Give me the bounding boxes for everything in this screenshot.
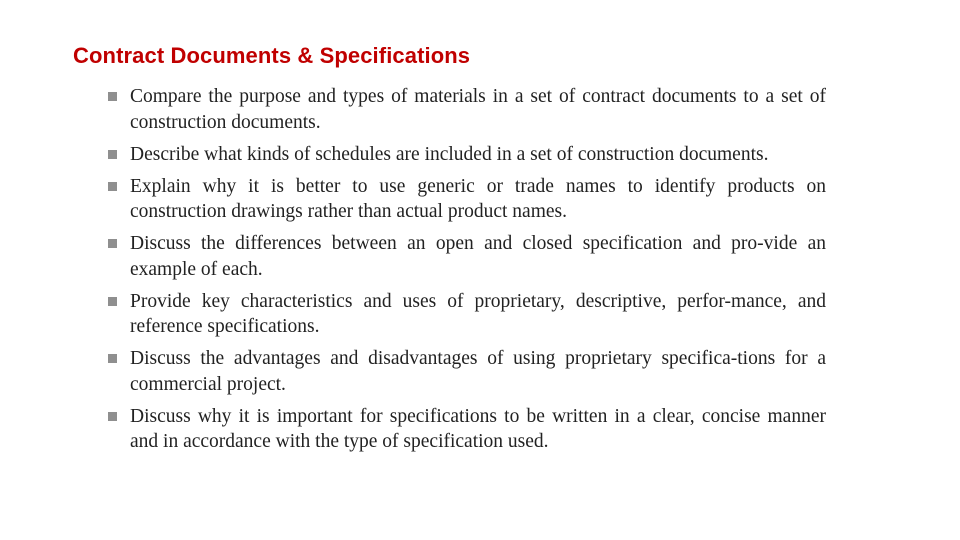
bullet-text: Discuss the differences between an open and closed specification and pro-vide an example of each. bbox=[130, 233, 826, 280]
bullet-text: Provide key characteristics and uses of proprietary, descriptive, perfor-mance, and reference specifications. bbox=[130, 290, 826, 337]
square-bullet-icon bbox=[108, 297, 117, 306]
bullet-text: Discuss why it is important for specifications to be written in a clear, concise manner and in accordance with the type of specification used. bbox=[130, 405, 826, 452]
square-bullet-icon bbox=[108, 412, 117, 421]
bullet-text: Explain why it is better to use generic or trade names to identify products on construction drawings rather than actual product names. bbox=[130, 175, 826, 222]
square-bullet-icon bbox=[108, 92, 117, 101]
slide-title: Contract Documents & Specifications bbox=[73, 43, 471, 68]
bullet-list bbox=[106, 84, 826, 461]
square-bullet-icon bbox=[108, 239, 117, 248]
bullet-item bbox=[106, 84, 826, 135]
square-bullet-icon bbox=[108, 354, 117, 363]
bullet-text: Describe what kinds of schedules are included in a set of construction documents. bbox=[130, 143, 769, 165]
square-bullet-icon bbox=[108, 182, 117, 191]
bullet-item bbox=[106, 346, 826, 397]
square-bullet-icon bbox=[108, 150, 117, 159]
bullet-item bbox=[106, 231, 826, 282]
bullet-item bbox=[106, 404, 826, 455]
bullet-text: Discuss the advantages and disadvantages of using proprietary specifica-tions for a commercial project. bbox=[130, 348, 826, 395]
bullet-item bbox=[106, 289, 826, 340]
bullet-item bbox=[106, 174, 826, 225]
bullet-text: Compare the purpose and types of materials in a set of contract documents to a set of construction documents. bbox=[130, 86, 826, 133]
bullet-item bbox=[106, 142, 826, 168]
